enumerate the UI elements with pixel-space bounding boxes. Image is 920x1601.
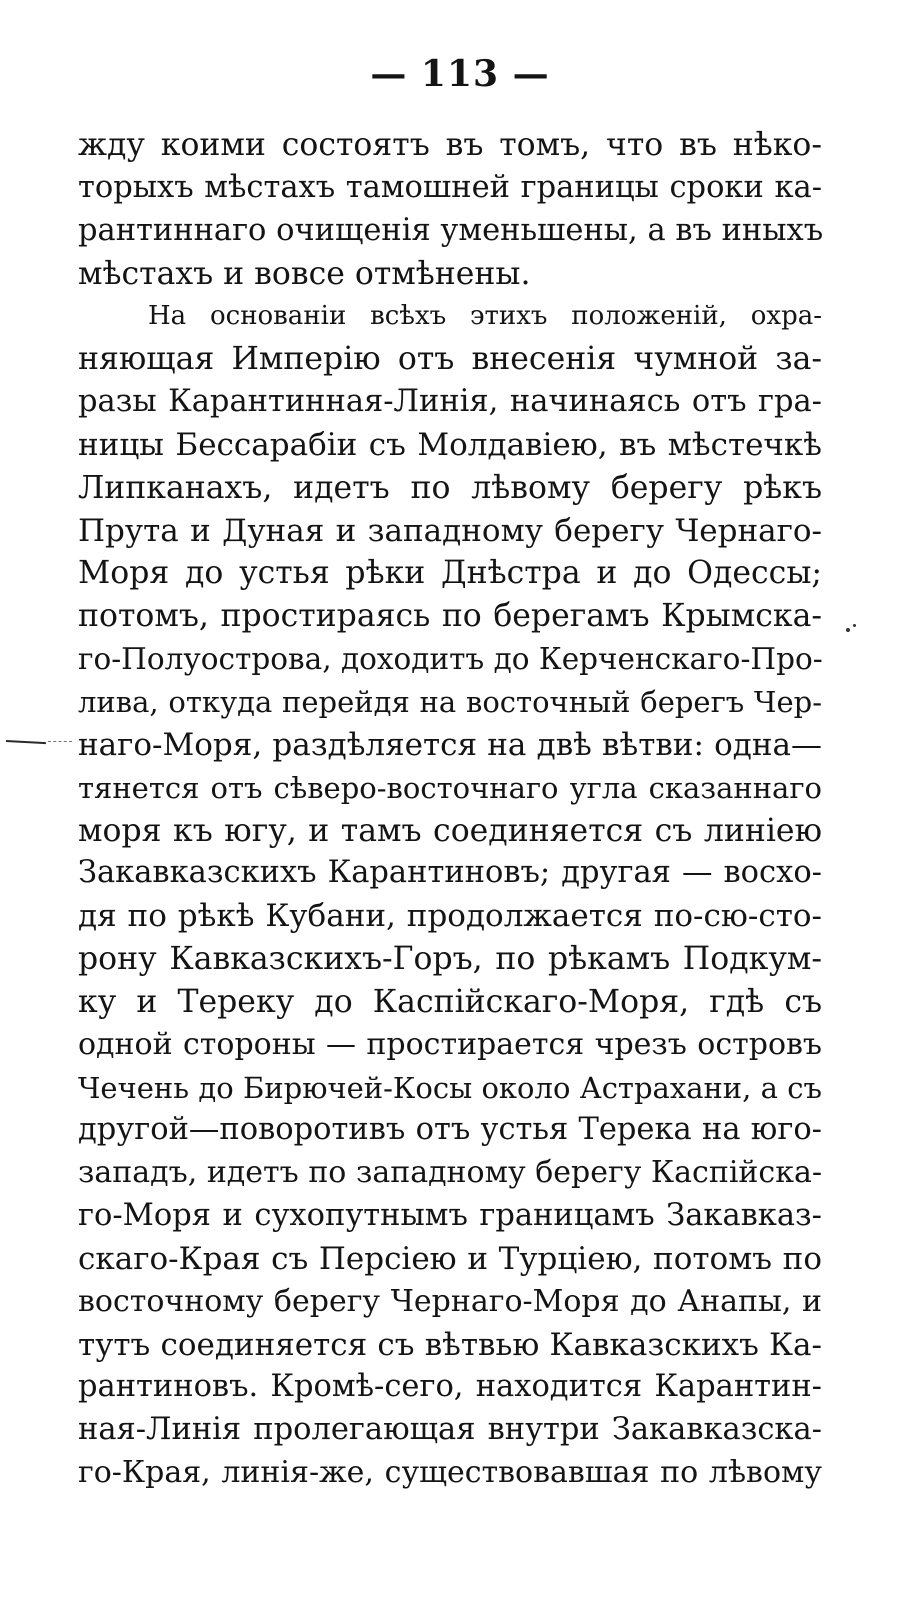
- text-line: го-Моря и сухопутнымъ границамъ Закавказ-: [78, 1198, 822, 1234]
- body-text: [78, 124, 822, 1495]
- text-line: тутъ соединяется съ вѣтвью Кавказскихъ Ка-: [78, 1326, 822, 1363]
- text-line: Прута и Дуная и западному берегу Чернаго-: [78, 512, 822, 549]
- page-number: — 113 —: [370, 53, 550, 95]
- text-line: рону Кавказскихъ-Горъ, по рѣкамъ Подкум-: [78, 941, 822, 978]
- text-line: моря къ югу, и тамъ соединяется съ линіею: [78, 812, 822, 849]
- text-line: одной стороны — простирается чрезъ островъ: [78, 1026, 822, 1062]
- text-line: Моря до устья рѣки Днѣстра и до Одессы;: [78, 555, 822, 592]
- text-line: го-Края, линія-же, существовавшая по лѣвому: [78, 1455, 822, 1491]
- text-line: торыхъ мѣстахъ тамошней границы сроки ка-: [78, 169, 822, 205]
- paragraph-start-line: На основаніи всѣхъ этихъ положеній, охра-: [148, 301, 822, 332]
- text-line: западъ, идетъ по западному берегу Каспійска-: [78, 1155, 822, 1191]
- text-line: ницы Бессарабіи съ Молдавіею, въ мѣстечкѣ: [78, 426, 822, 463]
- text-line: наго-Моря, раздѣляется на двѣ вѣтви: одна—: [78, 726, 822, 763]
- ink-speck: [846, 628, 850, 632]
- text-line: Липканахъ, идетъ по лѣвому берегу рѣкъ: [78, 469, 822, 506]
- text-line: ку и Тереку до Каспійскаго-Моря, гдѣ съ: [78, 983, 822, 1020]
- text-line: разы Карантинная-Линія, начинаясь отъ гра-: [78, 384, 822, 420]
- text-line: скаго-Края съ Персіею и Турціею, потомъ по: [78, 1240, 822, 1277]
- text-line: рантиновъ. Кромѣ-сего, находится Карантин-: [78, 1369, 822, 1405]
- text-line: потомъ, простираясь по берегамъ Крымска-: [78, 598, 822, 635]
- text-line: го-Полуострова, доходитъ до Керченскаго-Про-: [78, 642, 823, 677]
- text-line: няющая Имперію отъ внесенія чумной за-: [78, 341, 822, 378]
- text-line: ная-Линія пролегающая внутри Закавказска-: [78, 1412, 822, 1448]
- text-line: мѣстахъ и вовсе отмѣнены.: [78, 255, 531, 292]
- text-line: Чечень до Бирючей-Косы около Астрахани, а съ: [78, 1070, 822, 1105]
- text-line: другой—поворотивъ отъ устья Терека на юго-: [78, 1112, 822, 1148]
- text-line: тянется отъ сѣверо-восточнаго угла сказаннаго: [78, 770, 822, 805]
- text-line: рантиннаго очищенія уменьшены, а въ иныхъ: [78, 212, 824, 248]
- text-line: жду коими состоятъ въ томъ, что въ нѣко-: [78, 127, 822, 163]
- text-line: дя по рѣкѣ Кубани, продолжается по-сю-сто-: [78, 898, 822, 935]
- ink-speck: [853, 624, 856, 627]
- text-line: Закавказскихъ Карантиновъ; другая — восхо-: [78, 855, 822, 891]
- text-line: лива, откуда перейдя на восточный берегъ Чер-: [78, 684, 822, 719]
- margin-pencil-mark: [6, 740, 72, 743]
- text-line: восточному берегу Чернаго-Моря до Анапы, и: [78, 1283, 822, 1319]
